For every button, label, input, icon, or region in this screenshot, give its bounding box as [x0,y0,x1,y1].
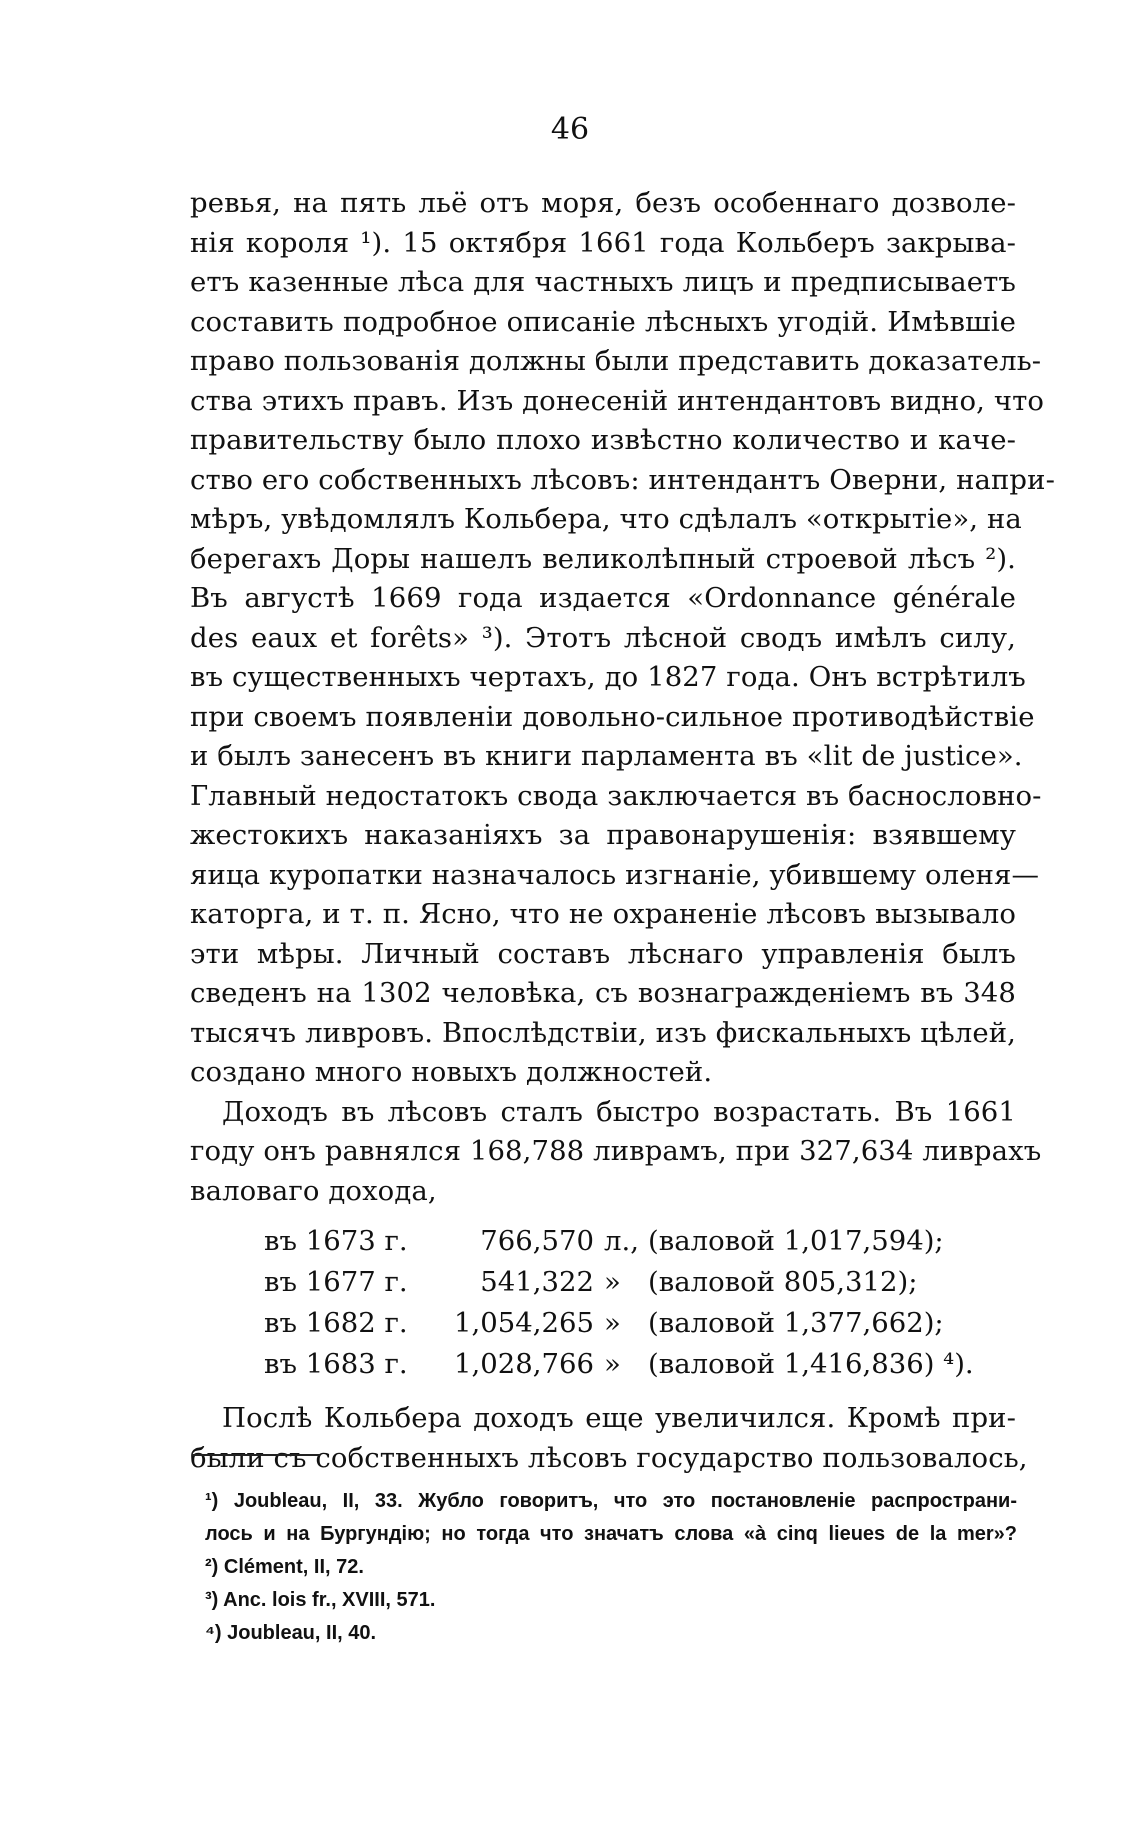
footnote-line: ¹) Joubleau, II, 33. Жубло говоритъ, что это постановленіе распространи- [205,1490,1017,1512]
unit-cell: » [604,1266,621,1298]
text-line: Въ августѣ 1669 года издается «Ordonnance générale [190,582,1016,614]
paragraph-2 [190,1093,1042,1212]
text-line: правительству было плохо извѣстно количество и каче- [190,424,1016,456]
text-line: яица куропатки назначалось изгнаніе, убившему оленя— [190,858,1040,891]
text-line: Главный недостатокъ свода заключается въ баснословно- [190,779,1042,812]
revenue-table [264,1221,974,1385]
table-row [264,1303,964,1344]
footnote-line: лось и на Бургундію; но тогда что значатъ слова «à cinq lieues de la mer»? [205,1523,1017,1545]
text-line: составить подробное описаніе лѣсныхъ угодій. Имѣвшіе [190,305,1016,338]
amount-cell: 1,054,265 [454,1307,594,1339]
unit-cell: » [604,1307,621,1339]
table-row [264,1221,964,1262]
gross-cell: (валовой 805,312); [648,1266,918,1298]
amount-cell: 541,322 [480,1266,594,1298]
text-line: году онъ равнялся 168,788 ливрамъ, при 327,634 ливрахъ [190,1135,1042,1167]
gross-cell: (валовой 1,416,836) ⁴). [648,1348,974,1380]
year-cell: въ 1677 г. [264,1266,408,1298]
table-row [264,1344,974,1385]
text-line: создано много новыхъ должностей. [190,1056,713,1088]
text-line: въ существенныхъ чертахъ, до 1827 года. Онъ встрѣтилъ [190,661,1026,693]
table-row [264,1262,964,1303]
gross-cell: (валовой 1,017,594); [648,1225,944,1257]
text-line: ство его собственныхъ лѣсовъ: интендантъ Оверни, напри- [190,463,1055,496]
paragraph-3 [190,1399,1028,1478]
footnote-line: ³) Anc. lois fr., XVIII, 571. [205,1589,436,1611]
amount-cell: 1,028,766 [454,1348,594,1380]
text-line: мѣръ, увѣдомлялъ Кольбера, что сдѣлалъ «открытіе», на [190,503,1022,535]
text-line: ства этихъ правъ. Изъ донесеній интендантовъ видно, что [190,384,1045,417]
text-line: Послѣ Кольбера доходъ еще увеличился. Кромѣ при- [222,1402,1016,1434]
text-line: эти мѣры. Личный составъ лѣснаго управленія былъ [190,937,1016,970]
text-line: ревья, на пять льё отъ моря, безъ особеннаго дозволе- [190,187,1016,219]
year-cell: въ 1683 г. [264,1348,408,1380]
footnote-divider [192,1454,320,1456]
paragraph-1 [190,184,1055,1093]
page-number: 46 [550,112,590,147]
amount-cell: 766,570 [480,1225,594,1257]
text-line: берегахъ Доры нашелъ великолѣпный строевой лѣсъ ²). [190,542,1016,575]
text-line: каторга, и т. п. Ясно, что не охраненіе лѣсовъ вызывало [190,898,1016,930]
unit-cell: л., [604,1225,639,1257]
text-line: валоваго дохода, [190,1174,437,1207]
text-line: тысячъ ливровъ. Впослѣдствіи, изъ фискальныхъ цѣлей, [190,1016,1016,1049]
text-line: жестокихъ наказаніяхъ за правонарушенія: взявшему [190,819,1016,851]
year-cell: въ 1673 г. [264,1225,408,1257]
year-cell: въ 1682 г. [264,1307,408,1339]
text-line: были съ собственныхъ лѣсовъ государство пользовалось, [190,1441,1028,1474]
footnote-line: ⁴) Joubleau, II, 40. [205,1622,377,1644]
body-text [190,184,1055,1478]
text-line: етъ казенные лѣса для частныхъ лицъ и предписываетъ [190,266,1016,298]
text-line: des eaux et forêts» ³). Этотъ лѣсной сводъ имѣлъ силу, [190,621,1016,654]
text-line: сведенъ на 1302 человѣка, съ вознагражденіемъ въ 348 [190,977,1016,1009]
text-line: Доходъ въ лѣсовъ сталъ быстро возрастать. Въ 1661 [222,1095,1016,1128]
footnote-line: ²) Clément, II, 72. [205,1556,364,1578]
footnotes [205,1485,1017,1650]
text-line: право пользованія должны были представить доказатель- [190,345,1042,377]
gross-cell: (валовой 1,377,662); [648,1307,944,1339]
text-line: при своемъ появленіи довольно-сильное противодѣйствіе [190,700,1035,733]
text-line: нія короля ¹). 15 октября 1661 года Кольберъ закрыва- [190,226,1016,259]
text-line: и былъ занесенъ въ книги парламента въ «lit de justice». [190,740,1023,772]
unit-cell: » [604,1348,621,1380]
